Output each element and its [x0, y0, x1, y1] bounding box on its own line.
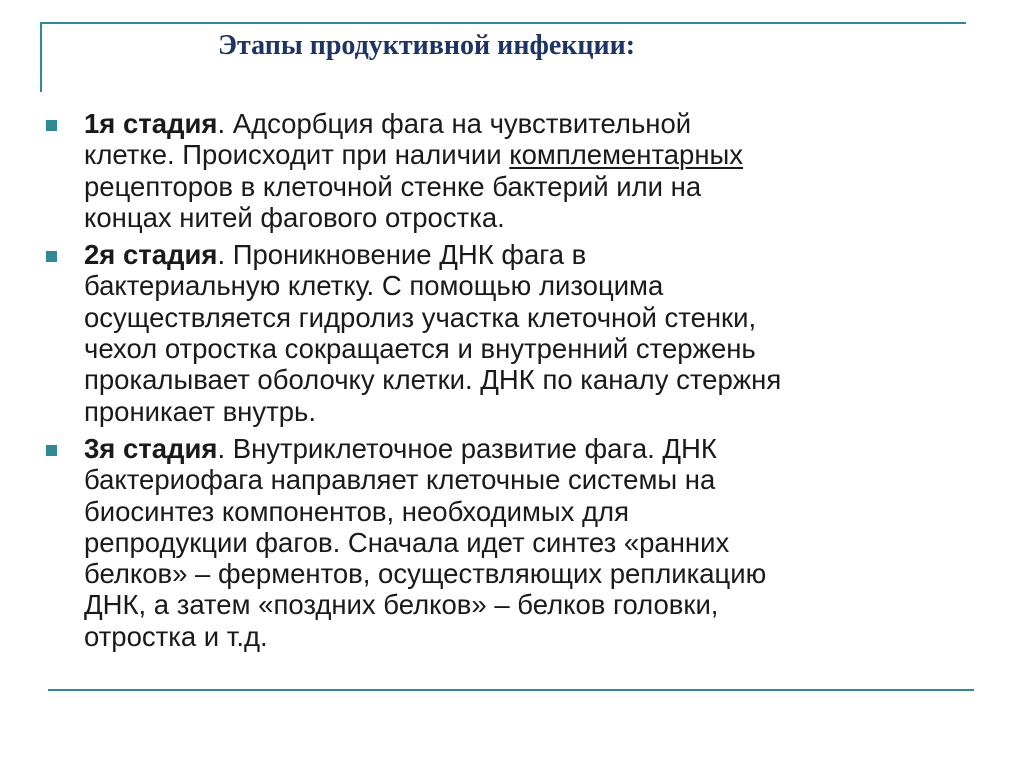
stage-text: клетке. Происходит при наличии — [84, 139, 510, 171]
stage-label: 2я стадия — [84, 239, 218, 271]
square-bullet-icon — [46, 120, 57, 131]
text-line: проникает внутрь. — [84, 395, 316, 427]
text-line: белков» – ферментов, осуществляющих репликацию — [84, 558, 767, 590]
stage-item-1 — [44, 108, 974, 233]
text-line: бактериальную клетку. С помощью лизоцима — [84, 270, 664, 302]
stage-list — [44, 108, 974, 658]
slide-title: Этапы продуктивной инфекции: — [218, 30, 636, 61]
text-line: чехол отростка сокращается и внутренний стержень — [84, 333, 756, 365]
text-line: ДНК, а затем «поздних белков» – белков головки, — [84, 589, 719, 621]
text-line: прокалывает оболочку клетки. ДНК по каналу стержня — [84, 364, 782, 396]
text-line: рецепторов в клеточной стенке бактерий или на — [84, 170, 702, 202]
square-bullet-icon — [46, 445, 57, 456]
stage-text: . Проникновение ДНК фага в — [217, 239, 587, 271]
square-bullet-icon — [46, 251, 57, 262]
text-line — [84, 139, 974, 170]
stage-label: 3я стадия — [84, 432, 218, 464]
text-line: отростка и т.д. — [84, 620, 268, 652]
stage-item-2 — [44, 239, 974, 427]
text-line: осуществляется гидролиз участка клеточной стенки, — [84, 301, 757, 333]
text-line — [84, 108, 974, 139]
text-line — [84, 433, 974, 464]
text-line: биосинтез компонентов, необходимых для — [84, 495, 629, 527]
stage-item-3 — [44, 433, 974, 652]
text-line: репродукции фагов. Сначала идет синтез «ранних — [84, 526, 730, 558]
frame-bottom-rule — [48, 689, 974, 691]
text-line — [84, 239, 974, 270]
text-line: концах нитей фагового отростка. — [84, 201, 505, 233]
frame-left-rule — [40, 22, 42, 92]
stage-label: 1я стадия — [84, 108, 218, 139]
underlined-term: комплементарных — [509, 139, 744, 171]
text-line: бактериофага направляет клеточные системы на — [84, 464, 716, 496]
stage-text: . Внутриклеточное развитие фага. ДНК — [217, 432, 717, 464]
stage-text: . Адсорбция фага на чувствительной — [217, 108, 692, 139]
frame-top-rule — [40, 22, 966, 24]
